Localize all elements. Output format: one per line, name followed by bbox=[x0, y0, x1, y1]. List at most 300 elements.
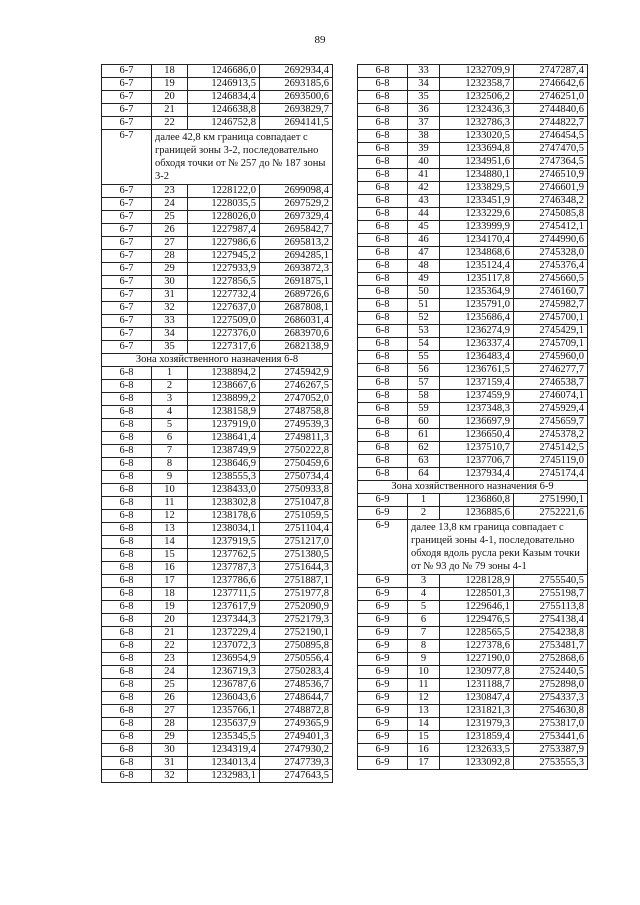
point-number-cell: 60 bbox=[408, 416, 440, 429]
table-row bbox=[102, 78, 333, 91]
table-row bbox=[358, 273, 588, 286]
zone-cell: 6-8 bbox=[102, 549, 152, 562]
zone-cell: 6-8 bbox=[102, 406, 152, 419]
table-row bbox=[102, 549, 333, 562]
zone-cell: 6-9 bbox=[358, 705, 408, 718]
zone-cell: 6-8 bbox=[358, 234, 408, 247]
table-row bbox=[358, 468, 588, 481]
point-number-cell: 32 bbox=[152, 770, 188, 783]
zone-cell: 6-7 bbox=[102, 224, 152, 237]
y-coordinate-cell: 2746538,7 bbox=[514, 377, 588, 390]
y-coordinate-cell: 2750283,4 bbox=[260, 666, 333, 679]
point-number-cell: 34 bbox=[408, 78, 440, 91]
table-row bbox=[358, 744, 588, 757]
y-coordinate-cell: 2752179,3 bbox=[260, 614, 333, 627]
zone-cell: 6-8 bbox=[358, 143, 408, 156]
zone-cell: 6-8 bbox=[102, 744, 152, 757]
point-number-cell: 40 bbox=[408, 156, 440, 169]
y-coordinate-cell: 2687808,1 bbox=[260, 302, 333, 315]
zone-cell: 6-8 bbox=[102, 627, 152, 640]
table-row bbox=[102, 419, 333, 432]
zone-cell: 6-9 bbox=[358, 627, 408, 640]
zone-cell: 6-8 bbox=[102, 705, 152, 718]
x-coordinate-cell: 1228128,9 bbox=[440, 575, 514, 588]
y-coordinate-cell: 2751644,3 bbox=[260, 562, 333, 575]
x-coordinate-cell: 1235345,5 bbox=[188, 731, 260, 744]
zone-cell: 6-9 bbox=[358, 520, 408, 575]
zone-cell: 6-9 bbox=[358, 718, 408, 731]
table-row bbox=[102, 497, 333, 510]
x-coordinate-cell: 1234170,4 bbox=[440, 234, 514, 247]
x-coordinate-cell: 1238555,3 bbox=[188, 471, 260, 484]
zone-cell: 6-9 bbox=[358, 757, 408, 770]
point-number-cell: 35 bbox=[408, 91, 440, 104]
zone-cell: 6-8 bbox=[358, 299, 408, 312]
x-coordinate-cell: 1228501,3 bbox=[440, 588, 514, 601]
table-row bbox=[102, 432, 333, 445]
x-coordinate-cell: 1237072,3 bbox=[188, 640, 260, 653]
x-coordinate-cell: 1227987,4 bbox=[188, 224, 260, 237]
zone-cell: 6-7 bbox=[102, 237, 152, 250]
point-number-cell: 6 bbox=[152, 432, 188, 445]
table-row bbox=[102, 104, 333, 117]
table-row bbox=[358, 627, 588, 640]
x-coordinate-cell: 1238894,2 bbox=[188, 367, 260, 380]
x-coordinate-cell: 1228026,0 bbox=[188, 211, 260, 224]
y-coordinate-cell: 2744990,6 bbox=[514, 234, 588, 247]
point-number-cell: 7 bbox=[408, 627, 440, 640]
table-row bbox=[358, 312, 588, 325]
x-coordinate-cell: 1232436,3 bbox=[440, 104, 514, 117]
zone-cell: 6-8 bbox=[102, 679, 152, 692]
x-coordinate-cell: 1227190,0 bbox=[440, 653, 514, 666]
table-row bbox=[102, 510, 333, 523]
point-number-cell: 2 bbox=[152, 380, 188, 393]
y-coordinate-cell: 2747287,4 bbox=[514, 65, 588, 78]
zone-cell: 6-8 bbox=[358, 247, 408, 260]
point-number-cell: 28 bbox=[152, 718, 188, 731]
point-number-cell: 24 bbox=[152, 198, 188, 211]
table-row bbox=[358, 614, 588, 627]
x-coordinate-cell: 1234013,4 bbox=[188, 757, 260, 770]
table-row bbox=[358, 455, 588, 468]
table-row bbox=[102, 705, 333, 718]
table-row bbox=[102, 380, 333, 393]
y-coordinate-cell: 2754238,8 bbox=[514, 627, 588, 640]
point-number-cell: 53 bbox=[408, 325, 440, 338]
point-number-cell: 4 bbox=[408, 588, 440, 601]
point-number-cell: 25 bbox=[152, 211, 188, 224]
zone-cell: 6-7 bbox=[102, 263, 152, 276]
zone-cell: 6-8 bbox=[358, 455, 408, 468]
y-coordinate-cell: 2754630,8 bbox=[514, 705, 588, 718]
point-number-cell: 2 bbox=[408, 507, 440, 520]
zone-cell: 6-8 bbox=[358, 312, 408, 325]
zone-cell: 6-8 bbox=[358, 325, 408, 338]
point-number-cell: 32 bbox=[152, 302, 188, 315]
y-coordinate-cell: 2746277,7 bbox=[514, 364, 588, 377]
zone-cell: 6-9 bbox=[358, 679, 408, 692]
y-coordinate-cell: 2686031,4 bbox=[260, 315, 333, 328]
zone-cell: 6-7 bbox=[102, 78, 152, 91]
point-number-cell: 41 bbox=[408, 169, 440, 182]
table-row bbox=[102, 367, 333, 380]
x-coordinate-cell: 1238749,9 bbox=[188, 445, 260, 458]
x-coordinate-cell: 1227376,0 bbox=[188, 328, 260, 341]
zone-cell: 6-8 bbox=[102, 497, 152, 510]
table-row bbox=[358, 640, 588, 653]
y-coordinate-cell: 2752868,6 bbox=[514, 653, 588, 666]
zone-cell: 6-8 bbox=[358, 442, 408, 455]
x-coordinate-cell: 1227945,2 bbox=[188, 250, 260, 263]
y-coordinate-cell: 2751990,1 bbox=[514, 494, 588, 507]
y-coordinate-cell: 2752221,6 bbox=[514, 507, 588, 520]
x-coordinate-cell: 1238899,2 bbox=[188, 393, 260, 406]
y-coordinate-cell: 2746601,9 bbox=[514, 182, 588, 195]
zone-cell: 6-9 bbox=[358, 507, 408, 520]
y-coordinate-cell: 2745412,1 bbox=[514, 221, 588, 234]
point-number-cell: 16 bbox=[408, 744, 440, 757]
zone-cell: 6-8 bbox=[358, 78, 408, 91]
x-coordinate-cell: 1232358,7 bbox=[440, 78, 514, 91]
zone-cell: 6-7 bbox=[102, 315, 152, 328]
y-coordinate-cell: 2755540,5 bbox=[514, 575, 588, 588]
point-number-cell: 20 bbox=[152, 614, 188, 627]
point-number-cell: 21 bbox=[152, 627, 188, 640]
point-number-cell: 26 bbox=[152, 224, 188, 237]
x-coordinate-cell: 1238302,8 bbox=[188, 497, 260, 510]
point-number-cell: 20 bbox=[152, 91, 188, 104]
point-number-cell: 7 bbox=[152, 445, 188, 458]
zone-cell: 6-9 bbox=[358, 588, 408, 601]
y-coordinate-cell: 2746348,2 bbox=[514, 195, 588, 208]
zone-heading-row bbox=[358, 481, 588, 494]
zone-cell: 6-8 bbox=[358, 351, 408, 364]
table-row bbox=[102, 65, 333, 78]
x-coordinate-cell: 1235117,8 bbox=[440, 273, 514, 286]
x-coordinate-cell: 1237344,3 bbox=[188, 614, 260, 627]
x-coordinate-cell: 1236043,6 bbox=[188, 692, 260, 705]
x-coordinate-cell: 1237348,3 bbox=[440, 403, 514, 416]
x-coordinate-cell: 1235124,4 bbox=[440, 260, 514, 273]
table-row bbox=[358, 416, 588, 429]
zone-cell: 6-7 bbox=[102, 117, 152, 130]
y-coordinate-cell: 2694285,1 bbox=[260, 250, 333, 263]
zone-cell: 6-9 bbox=[358, 692, 408, 705]
x-coordinate-cell: 1228035,5 bbox=[188, 198, 260, 211]
point-number-cell: 43 bbox=[408, 195, 440, 208]
table-row bbox=[358, 169, 588, 182]
zone-cell: 6-8 bbox=[358, 169, 408, 182]
point-number-cell: 9 bbox=[408, 653, 440, 666]
y-coordinate-cell: 2749365,9 bbox=[260, 718, 333, 731]
boundary-note-row bbox=[102, 130, 333, 185]
table-row bbox=[358, 338, 588, 351]
zone-cell: 6-7 bbox=[102, 185, 152, 198]
x-coordinate-cell: 1227986,6 bbox=[188, 237, 260, 250]
zone-cell: 6-8 bbox=[358, 390, 408, 403]
table-row bbox=[358, 351, 588, 364]
y-coordinate-cell: 2747930,2 bbox=[260, 744, 333, 757]
x-coordinate-cell: 1235637,9 bbox=[188, 718, 260, 731]
table-row bbox=[358, 403, 588, 416]
zone-cell: 6-9 bbox=[358, 744, 408, 757]
zone-cell: 6-9 bbox=[358, 640, 408, 653]
y-coordinate-cell: 2751059,5 bbox=[260, 510, 333, 523]
y-coordinate-cell: 2745929,4 bbox=[514, 403, 588, 416]
zone-cell: 6-8 bbox=[102, 393, 152, 406]
point-number-cell: 21 bbox=[152, 104, 188, 117]
x-coordinate-cell: 1237934,4 bbox=[440, 468, 514, 481]
x-coordinate-cell: 1237510,7 bbox=[440, 442, 514, 455]
zone-cell: 6-7 bbox=[102, 198, 152, 211]
zone-cell: 6-8 bbox=[102, 601, 152, 614]
zone-cell: 6-8 bbox=[358, 91, 408, 104]
x-coordinate-cell: 1227637,0 bbox=[188, 302, 260, 315]
x-coordinate-cell: 1237711,5 bbox=[188, 588, 260, 601]
x-coordinate-cell: 1236761,5 bbox=[440, 364, 514, 377]
x-coordinate-cell: 1236483,4 bbox=[440, 351, 514, 364]
zone-cell: 6-8 bbox=[358, 273, 408, 286]
y-coordinate-cell: 2751047,8 bbox=[260, 497, 333, 510]
zone-cell: 6-7 bbox=[102, 65, 152, 78]
x-coordinate-cell: 1235766,1 bbox=[188, 705, 260, 718]
point-number-cell: 25 bbox=[152, 679, 188, 692]
point-number-cell: 37 bbox=[408, 117, 440, 130]
zone-cell: 6-9 bbox=[358, 666, 408, 679]
x-coordinate-cell: 1237706,7 bbox=[440, 455, 514, 468]
point-number-cell: 17 bbox=[152, 575, 188, 588]
table-row bbox=[358, 247, 588, 260]
point-number-cell: 14 bbox=[152, 536, 188, 549]
table-row bbox=[102, 653, 333, 666]
boundary-note-text: далее 42,8 км граница совпадает с границей зоны 3-2, последовательно обходя точки от № 257 до № 187 зоны 3-2 bbox=[152, 130, 333, 185]
table-row bbox=[102, 731, 333, 744]
x-coordinate-cell: 1234880,1 bbox=[440, 169, 514, 182]
x-coordinate-cell: 1232786,3 bbox=[440, 117, 514, 130]
x-coordinate-cell: 1228565,5 bbox=[440, 627, 514, 640]
y-coordinate-cell: 2697329,4 bbox=[260, 211, 333, 224]
y-coordinate-cell: 2750222,8 bbox=[260, 445, 333, 458]
x-coordinate-cell: 1227317,6 bbox=[188, 341, 260, 354]
zone-cell: 6-8 bbox=[102, 523, 152, 536]
x-coordinate-cell: 1227732,4 bbox=[188, 289, 260, 302]
zone-cell: 6-8 bbox=[102, 575, 152, 588]
x-coordinate-cell: 1236787,6 bbox=[188, 679, 260, 692]
x-coordinate-cell: 1233229,6 bbox=[440, 208, 514, 221]
y-coordinate-cell: 2746251,0 bbox=[514, 91, 588, 104]
x-coordinate-cell: 1233020,5 bbox=[440, 130, 514, 143]
y-coordinate-cell: 2754138,4 bbox=[514, 614, 588, 627]
table-row bbox=[102, 614, 333, 627]
point-number-cell: 61 bbox=[408, 429, 440, 442]
x-coordinate-cell: 1236697,9 bbox=[440, 416, 514, 429]
x-coordinate-cell: 1238667,6 bbox=[188, 380, 260, 393]
table-row bbox=[102, 666, 333, 679]
point-number-cell: 24 bbox=[152, 666, 188, 679]
table-row bbox=[102, 718, 333, 731]
x-coordinate-cell: 1231859,4 bbox=[440, 731, 514, 744]
point-number-cell: 8 bbox=[152, 458, 188, 471]
y-coordinate-cell: 2745660,5 bbox=[514, 273, 588, 286]
table-row bbox=[102, 406, 333, 419]
y-coordinate-cell: 2695842,7 bbox=[260, 224, 333, 237]
x-coordinate-cell: 1231821,3 bbox=[440, 705, 514, 718]
point-number-cell: 42 bbox=[408, 182, 440, 195]
x-coordinate-cell: 1232983,1 bbox=[188, 770, 260, 783]
table-row bbox=[358, 91, 588, 104]
y-coordinate-cell: 2746510,9 bbox=[514, 169, 588, 182]
point-number-cell: 19 bbox=[152, 601, 188, 614]
point-number-cell: 44 bbox=[408, 208, 440, 221]
zone-cell: 6-8 bbox=[102, 757, 152, 770]
x-coordinate-cell: 1234868,6 bbox=[440, 247, 514, 260]
y-coordinate-cell: 2747643,5 bbox=[260, 770, 333, 783]
table-row bbox=[102, 770, 333, 783]
y-coordinate-cell: 2748758,8 bbox=[260, 406, 333, 419]
y-coordinate-cell: 2752440,5 bbox=[514, 666, 588, 679]
y-coordinate-cell: 2693185,6 bbox=[260, 78, 333, 91]
point-number-cell: 18 bbox=[152, 588, 188, 601]
zone-cell: 6-8 bbox=[102, 718, 152, 731]
y-coordinate-cell: 2751217,0 bbox=[260, 536, 333, 549]
point-number-cell: 23 bbox=[152, 653, 188, 666]
x-coordinate-cell: 1227378,6 bbox=[440, 640, 514, 653]
zone-cell: 6-8 bbox=[102, 458, 152, 471]
x-coordinate-cell: 1236954,9 bbox=[188, 653, 260, 666]
coordinates-table-left bbox=[101, 64, 333, 783]
x-coordinate-cell: 1237159,4 bbox=[440, 377, 514, 390]
table-row bbox=[358, 117, 588, 130]
zone-cell: 6-8 bbox=[102, 770, 152, 783]
point-number-cell: 56 bbox=[408, 364, 440, 377]
table-row bbox=[102, 601, 333, 614]
point-number-cell: 38 bbox=[408, 130, 440, 143]
y-coordinate-cell: 2748536,7 bbox=[260, 679, 333, 692]
zone-cell: 6-7 bbox=[102, 289, 152, 302]
x-coordinate-cell: 1237787,3 bbox=[188, 562, 260, 575]
y-coordinate-cell: 2753555,3 bbox=[514, 757, 588, 770]
point-number-cell: 3 bbox=[152, 393, 188, 406]
table-row bbox=[102, 588, 333, 601]
y-coordinate-cell: 2697529,2 bbox=[260, 198, 333, 211]
table-row bbox=[102, 224, 333, 237]
y-coordinate-cell: 2749539,3 bbox=[260, 419, 333, 432]
table-row bbox=[358, 718, 588, 731]
table-row bbox=[102, 289, 333, 302]
point-number-cell: 22 bbox=[152, 117, 188, 130]
x-coordinate-cell: 1230977,8 bbox=[440, 666, 514, 679]
table-row bbox=[358, 286, 588, 299]
zone-cell: 6-7 bbox=[102, 341, 152, 354]
y-coordinate-cell: 2692934,4 bbox=[260, 65, 333, 78]
x-coordinate-cell: 1233092,8 bbox=[440, 757, 514, 770]
point-number-cell: 5 bbox=[408, 601, 440, 614]
y-coordinate-cell: 2694141,5 bbox=[260, 117, 333, 130]
y-coordinate-cell: 2753817,0 bbox=[514, 718, 588, 731]
zone-cell: 6-7 bbox=[102, 91, 152, 104]
y-coordinate-cell: 2753441,6 bbox=[514, 731, 588, 744]
table-row bbox=[358, 601, 588, 614]
zone-cell: 6-8 bbox=[102, 380, 152, 393]
zone-cell: 6-8 bbox=[102, 536, 152, 549]
zone-cell: 6-8 bbox=[358, 416, 408, 429]
page-number: 89 bbox=[314, 34, 326, 46]
boundary-note-row bbox=[358, 520, 588, 575]
y-coordinate-cell: 2748644,7 bbox=[260, 692, 333, 705]
table-row bbox=[102, 328, 333, 341]
y-coordinate-cell: 2745085,8 bbox=[514, 208, 588, 221]
zone-cell: 6-8 bbox=[358, 286, 408, 299]
table-row bbox=[102, 692, 333, 705]
zone-cell: 6-8 bbox=[102, 510, 152, 523]
zone-cell: 6-8 bbox=[358, 65, 408, 78]
zone-cell: 6-8 bbox=[358, 364, 408, 377]
zone-cell: 6-8 bbox=[102, 445, 152, 458]
y-coordinate-cell: 2753481,7 bbox=[514, 640, 588, 653]
y-coordinate-cell: 2751104,4 bbox=[260, 523, 333, 536]
y-coordinate-cell: 2745942,9 bbox=[260, 367, 333, 380]
x-coordinate-cell: 1236885,6 bbox=[440, 507, 514, 520]
table-row bbox=[102, 757, 333, 770]
table-row bbox=[358, 221, 588, 234]
y-coordinate-cell: 2746267,5 bbox=[260, 380, 333, 393]
zone-cell: 6-8 bbox=[102, 432, 152, 445]
zone-cell: 6-7 bbox=[102, 250, 152, 263]
y-coordinate-cell: 2750895,8 bbox=[260, 640, 333, 653]
zone-cell: 6-8 bbox=[358, 260, 408, 273]
zone-cell: 6-8 bbox=[358, 377, 408, 390]
zone-cell: 6-8 bbox=[358, 221, 408, 234]
zone-cell: 6-7 bbox=[102, 276, 152, 289]
point-number-cell: 16 bbox=[152, 562, 188, 575]
y-coordinate-cell: 2746074,1 bbox=[514, 390, 588, 403]
zone-cell: 6-8 bbox=[102, 471, 152, 484]
zone-cell: 6-8 bbox=[102, 562, 152, 575]
y-coordinate-cell: 2683970,6 bbox=[260, 328, 333, 341]
x-coordinate-cell: 1229646,1 bbox=[440, 601, 514, 614]
zone-cell: 6-8 bbox=[102, 419, 152, 432]
y-coordinate-cell: 2750556,4 bbox=[260, 653, 333, 666]
point-number-cell: 45 bbox=[408, 221, 440, 234]
point-number-cell: 12 bbox=[408, 692, 440, 705]
zone-heading: Зона хозяйственного назначения 6-8 bbox=[102, 354, 333, 367]
point-number-cell: 59 bbox=[408, 403, 440, 416]
point-number-cell: 6 bbox=[408, 614, 440, 627]
zone-cell: 6-8 bbox=[358, 182, 408, 195]
x-coordinate-cell: 1231979,3 bbox=[440, 718, 514, 731]
table-row bbox=[102, 185, 333, 198]
x-coordinate-cell: 1237459,9 bbox=[440, 390, 514, 403]
y-coordinate-cell: 2693500,6 bbox=[260, 91, 333, 104]
x-coordinate-cell: 1238641,4 bbox=[188, 432, 260, 445]
x-coordinate-cell: 1246752,8 bbox=[188, 117, 260, 130]
table-row bbox=[102, 276, 333, 289]
x-coordinate-cell: 1237617,9 bbox=[188, 601, 260, 614]
table-row bbox=[102, 91, 333, 104]
table-row bbox=[358, 679, 588, 692]
zone-cell: 6-8 bbox=[358, 195, 408, 208]
x-coordinate-cell: 1231188,7 bbox=[440, 679, 514, 692]
point-number-cell: 8 bbox=[408, 640, 440, 653]
y-coordinate-cell: 2699098,4 bbox=[260, 185, 333, 198]
x-coordinate-cell: 1236650,4 bbox=[440, 429, 514, 442]
y-coordinate-cell: 2691875,1 bbox=[260, 276, 333, 289]
table-row bbox=[102, 471, 333, 484]
x-coordinate-cell: 1236719,3 bbox=[188, 666, 260, 679]
y-coordinate-cell: 2752090,9 bbox=[260, 601, 333, 614]
table-row bbox=[358, 588, 588, 601]
